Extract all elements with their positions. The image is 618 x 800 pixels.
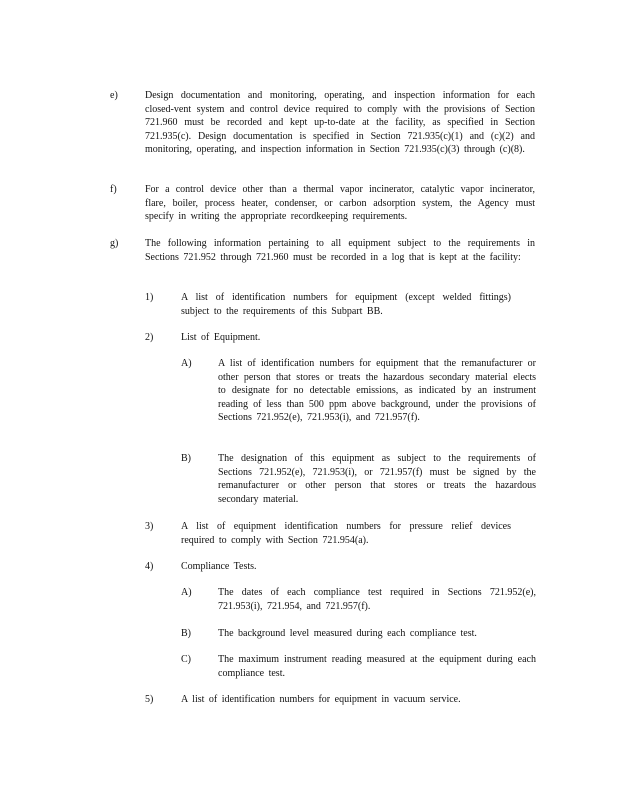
- item-label-g5: 5): [145, 694, 154, 705]
- item-text-g4A: The dates of each compliance test required in Sections 721.952(e), 721.953(i), 721.954, and 721.957(f).: [218, 587, 536, 612]
- item-text-g3: A list of equipment identification numbers for pressure relief devices required to comply with Section 721.954(a).: [181, 521, 511, 546]
- item-label-g4C: C): [181, 654, 191, 665]
- item-text-e: Design documentation and monitoring, operating, and inspection information for each closed-vent system and control device required to comply with the provisions of Section 721.960 must be recorded and kept up-to-date at the facility, as specified in Section 721.935(c). Design documentation is specified in Section 721.935(c)(1) and (c)(2) and monitoring, operating, and inspection information in Section 721.935(c)(3) through (c)(8).: [145, 90, 535, 156]
- item-text-g2: List of Equipment.: [181, 332, 261, 343]
- item-text-g5: A list of identification numbers for equipment in vacuum service.: [181, 694, 461, 705]
- item-label-e: e): [110, 90, 118, 101]
- item-label-g4A: A): [181, 587, 192, 598]
- item-label-g2A: A): [181, 358, 192, 369]
- item-label-f: f): [110, 184, 117, 195]
- item-text-g4C: The maximum instrument reading measured at the equipment during each compliance test.: [218, 654, 536, 679]
- item-label-g4: 4): [145, 561, 154, 572]
- item-label-g4B: B): [181, 628, 191, 639]
- item-text-g4: Compliance Tests.: [181, 561, 257, 572]
- item-label-g: g): [110, 238, 119, 249]
- item-text-g4B: The background level measured during each compliance test.: [218, 628, 477, 639]
- item-text-g2B: The designation of this equipment as subject to the requirements of Sections 721.952(e), 721.953(i), or 721.957(f) must be signed by the remanufacturer or other person that stores or treats the hazardous secondary material.: [218, 453, 536, 505]
- item-text-g: The following information pertaining to all equipment subject to the requirements in Sections 721.952 through 721.960 must be recorded in a log that is kept at the facility:: [145, 238, 535, 263]
- item-text-f: For a control device other than a thermal vapor incinerator, catalytic vapor incinerator, flare, boiler, process heater, condenser, or carbon adsorption system, the Agency must specify in writing the appropriate recordkeeping requirements.: [145, 184, 535, 223]
- item-label-g1: 1): [145, 292, 154, 303]
- item-label-g2B: B): [181, 453, 191, 464]
- item-label-g2: 2): [145, 332, 154, 343]
- item-label-g3: 3): [145, 521, 154, 532]
- item-text-g2A: A list of identification numbers for equipment that the remanufacturer or other person that stores or treats the hazardous secondary material elects to designate for no detectable emissions, as indicated by an instrument reading of less than 500 ppm above background, under the provisions of Sections 721.952(e), 721.953(i), and 721.957(f).: [218, 358, 536, 424]
- item-text-g1: A list of identification numbers for equipment (except welded fittings) subject to the requirements of this Subpart BB.: [181, 292, 511, 317]
